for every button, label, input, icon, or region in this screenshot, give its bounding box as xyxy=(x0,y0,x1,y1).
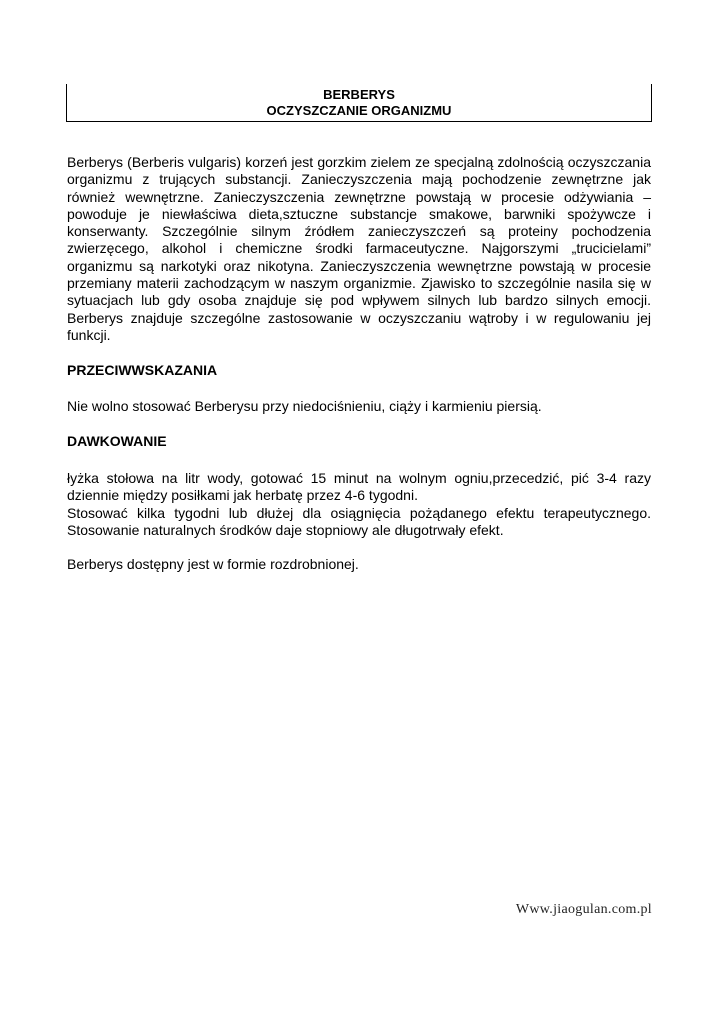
intro-line: „trucicielami” organizmu są narkotyki oraz nikotyna. Zanieczyszczenia wewnętrzne xyxy=(67,240,651,274)
dosage-extra-line: Stosować kilka tygodni lub dłużej dla osiągnięcia pożądanego efektu terapeutycznego. xyxy=(67,504,651,521)
dosage-extra-line: Stosowanie naturalnych środków daje stopniowy ale długotrwały efekt. xyxy=(67,522,504,539)
dosage-paragraph xyxy=(67,470,651,505)
intro-line: zewnętrzne jak również wewnętrzne. Zanieczyszczenia zewnętrzne powstają w procesie xyxy=(67,171,651,205)
dosage-extra-paragraph xyxy=(67,505,651,540)
intro-line: szczególnie nasila się w sytuacjach lub gdy osoba znajduje się pod wpływem silnych lub xyxy=(67,275,652,309)
intro-line: odżywiania – powoduje je niewłaściwa dieta,sztuczne substancje smakowe, barwniki xyxy=(67,188,651,222)
intro-line: wątroby i w regulowaniu jej funkcji. xyxy=(67,309,651,343)
dosage-line: łyżka stołowa na litr wody, gotować 15 minut na wolnym ogniu,przecedzić, pić 3-4 razy xyxy=(67,470,651,487)
intro-line: pochodzenia zwierzęcego, alkohol i chemiczne środki farmaceutyczne. Najgorszymi xyxy=(67,223,651,257)
intro-line: powstają w procesie przemiany materii zachodzącym w naszym organizmie. Zjawisko to xyxy=(67,257,652,292)
availability-text: Berberys dostępny jest w formie rozdrobnionej. xyxy=(67,556,359,573)
dosage-heading: DAWKOWANIE xyxy=(67,432,167,449)
title-box xyxy=(66,84,652,122)
dosage-line: dziennie między posiłkami jak herbatę przez 4-6 tygodni. xyxy=(67,487,418,504)
intro-line: Berberys (Berberis vulgaris) korzeń jest gorzkim zielem ze specjalną zdolnością xyxy=(67,154,564,170)
contraindications-heading: PRZECIWWSKAZANIA xyxy=(67,362,218,379)
document-subtitle: OCZYSZCZANIE ORGANIZMU xyxy=(266,103,452,118)
document-title: BERBERYS xyxy=(323,87,395,102)
intro-paragraph xyxy=(67,154,651,344)
intro-line: spożywcze i konserwanty. Szczególnie silnym źródłem zanieczyszczeń są proteiny xyxy=(67,205,652,240)
document-body xyxy=(67,154,651,574)
footer-website: Www.jiaogulan.com.pl xyxy=(515,902,652,917)
intro-line: bardzo silnych emocji. Berberys znajduje szczególne zastosowanie w oczyszczaniu xyxy=(67,292,651,326)
intro-line: oczyszczania organizmu z trujących substancji. Zanieczyszczenia mają pochodzenie xyxy=(67,154,651,188)
contraindications-text: Nie wolno stosować Berberysu przy niedociśnieniu, ciąży i karmieniu piersią. xyxy=(67,397,542,414)
